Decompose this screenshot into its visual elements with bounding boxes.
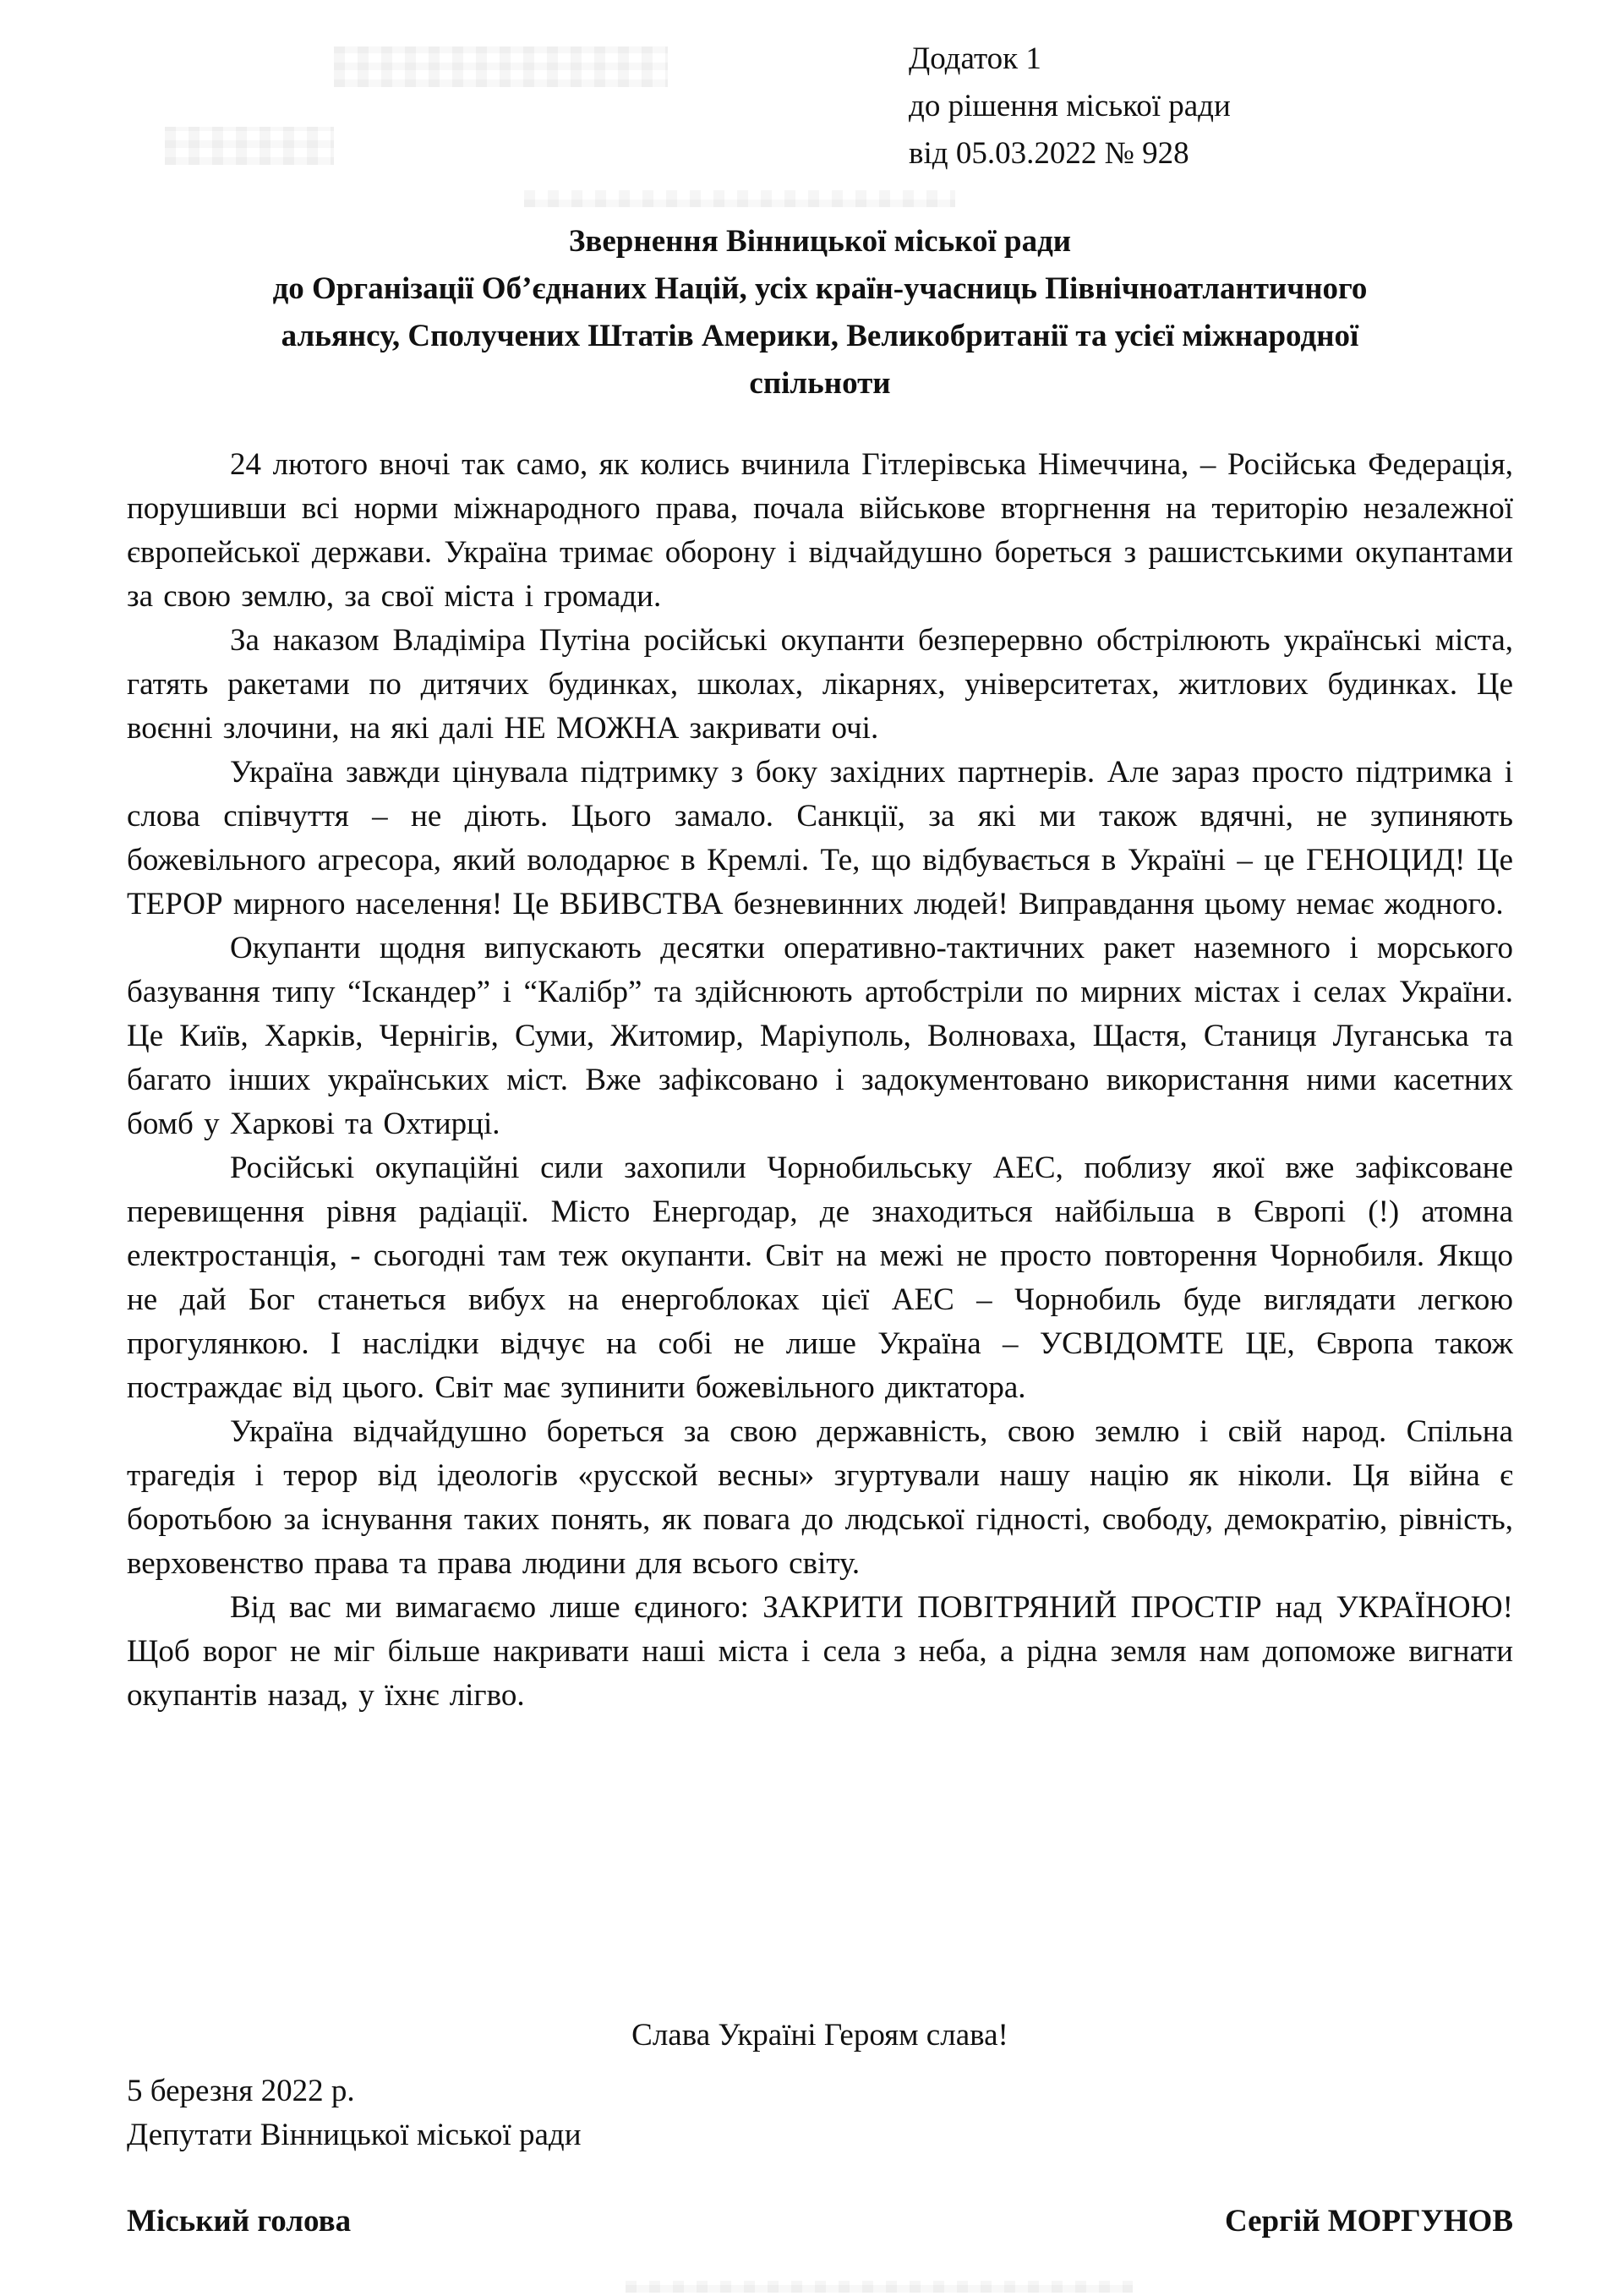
signature-row — [127, 2200, 1513, 2244]
document-date: 5 березня 2022 р. — [127, 2074, 355, 2108]
body-paragraph: Україна завжди цінувала підтримку з боку західних партнерів. Але зараз просто підтримка і слова співчуття – не діють. Цього замало. Санкції, за які ми також вдячні, не зупиняють божевільного агресора, який володарює в Кремлі. Те, що відбувається в Україні – це ГЕНОЦИД! Це ТЕРОР мирного населення! Це ВБИВСТВА безневинних людей! Виправдання цьому немає жодного. — [127, 755, 1513, 921]
slogan-line: Слава Україні Героям слава! — [631, 2018, 1008, 2053]
document-title — [127, 218, 1513, 407]
scan-artifact — [165, 127, 334, 165]
title-line: спільноти — [749, 366, 891, 401]
body-paragraph: Російські окупаційні сили захопили Чорнобильську АЕС, поблизу якої вже зафіксоване перевищення рівня радіації. Місто Енергодар, де знаходиться найбільша в Європі (!) атомна електростанція, - сьогодні там теж окупанти. Світ на межі не просто повторення Чорнобиля. Якщо не дай Бог станеться вибух на енергоблоках цієї АЕС – Чорнобиль буде виглядати легкою прогулянкою. І наслідки відчує на собі не лише Україна – УСВІДОМТЕ ЦЕ, Європа також постраждає від цього. Світ має зупинити божевільного диктатора. — [127, 1151, 1513, 1405]
appendix-header — [909, 36, 1513, 178]
deputies-line: Депутати Вінницької міської ради — [127, 2118, 582, 2152]
body-paragraph: За наказом Владіміра Путіна російські окупанти безперервно обстрілюють українські міста, гатять ракетами по дитячих будинках, школах, лікарнях, університетах, житлових будинках. Це воєнні злочини, на які далі НЕ МОЖНА закривати очі. — [127, 623, 1513, 746]
scan-artifact — [626, 2281, 1133, 2293]
body-paragraph: Україна відчайдушно бореться за свою державність, свою землю і свій народ. Спільна трагедія і терор від ідеологів «русской весны» згуртували нашу націю як ніколи. Ця війна є боротьбою за існування таких понять, як повага до людської гідності, свободу, демократію, рівність, верховенство права та права людини для всього світу. — [127, 1414, 1513, 1581]
scan-artifact — [524, 190, 955, 207]
decision-date-number-line: від 05.03.2022 № 928 — [909, 136, 1189, 171]
title-line: альянсу, Сполучених Штатів Америки, Великобританії та усієї міжнародної — [281, 319, 1359, 353]
document-body — [127, 443, 1513, 1988]
signature-name: Сергій МОРГУНОВ — [1224, 2204, 1513, 2239]
body-paragraph: Від вас ми вимагаємо лише єдиного: ЗАКРИТИ ПОВІТРЯНИЙ ПРОСТІР над УКРАЇНОЮ! Щоб ворог не міг більше накривати наші міста і села з неба, а рідна земля нам допоможе вигнати окупантів назад, у їхнє лігво. — [127, 1590, 1513, 1713]
body-paragraph: Окупанти щодня випускають десятки оперативно-тактичних ракет наземного і морського базування типу “Іскандер” і “Калібр” та здійснюють артобстріли по мирних містах і селах України. Це Київ, Харків, Чернігів, Суми, Житомир, Маріуполь, Волноваха, Щастя, Станиця Луганська та багато інших українських міст. Вже зафіксовано і задокументовано використання ними касетних бомб у Харкові та Охтирці. — [127, 931, 1513, 1141]
title-line: до Організації Об’єднаних Націй, усіх країн-учасниць Північноатлантичного — [272, 271, 1368, 306]
scan-artifact — [334, 46, 668, 87]
body-paragraph: 24 лютого вночі так само, як колись вчинила Гітлерівська Німеччина, – Російська Федерація, порушивши всі норми міжнародного права, почала військове вторгнення на територію незалежної європейської держави. Україна тримає оборону і відчайдушно бореться з рашистськими окупантами за свою землю, за свої міста і громади. — [127, 447, 1513, 614]
title-line: Звернення Вінницької міської ради — [568, 224, 1072, 259]
appendix-line: Додаток 1 — [909, 41, 1041, 76]
signature-role: Міський голова — [127, 2204, 352, 2239]
decision-line: до рішення міської ради — [909, 89, 1231, 123]
